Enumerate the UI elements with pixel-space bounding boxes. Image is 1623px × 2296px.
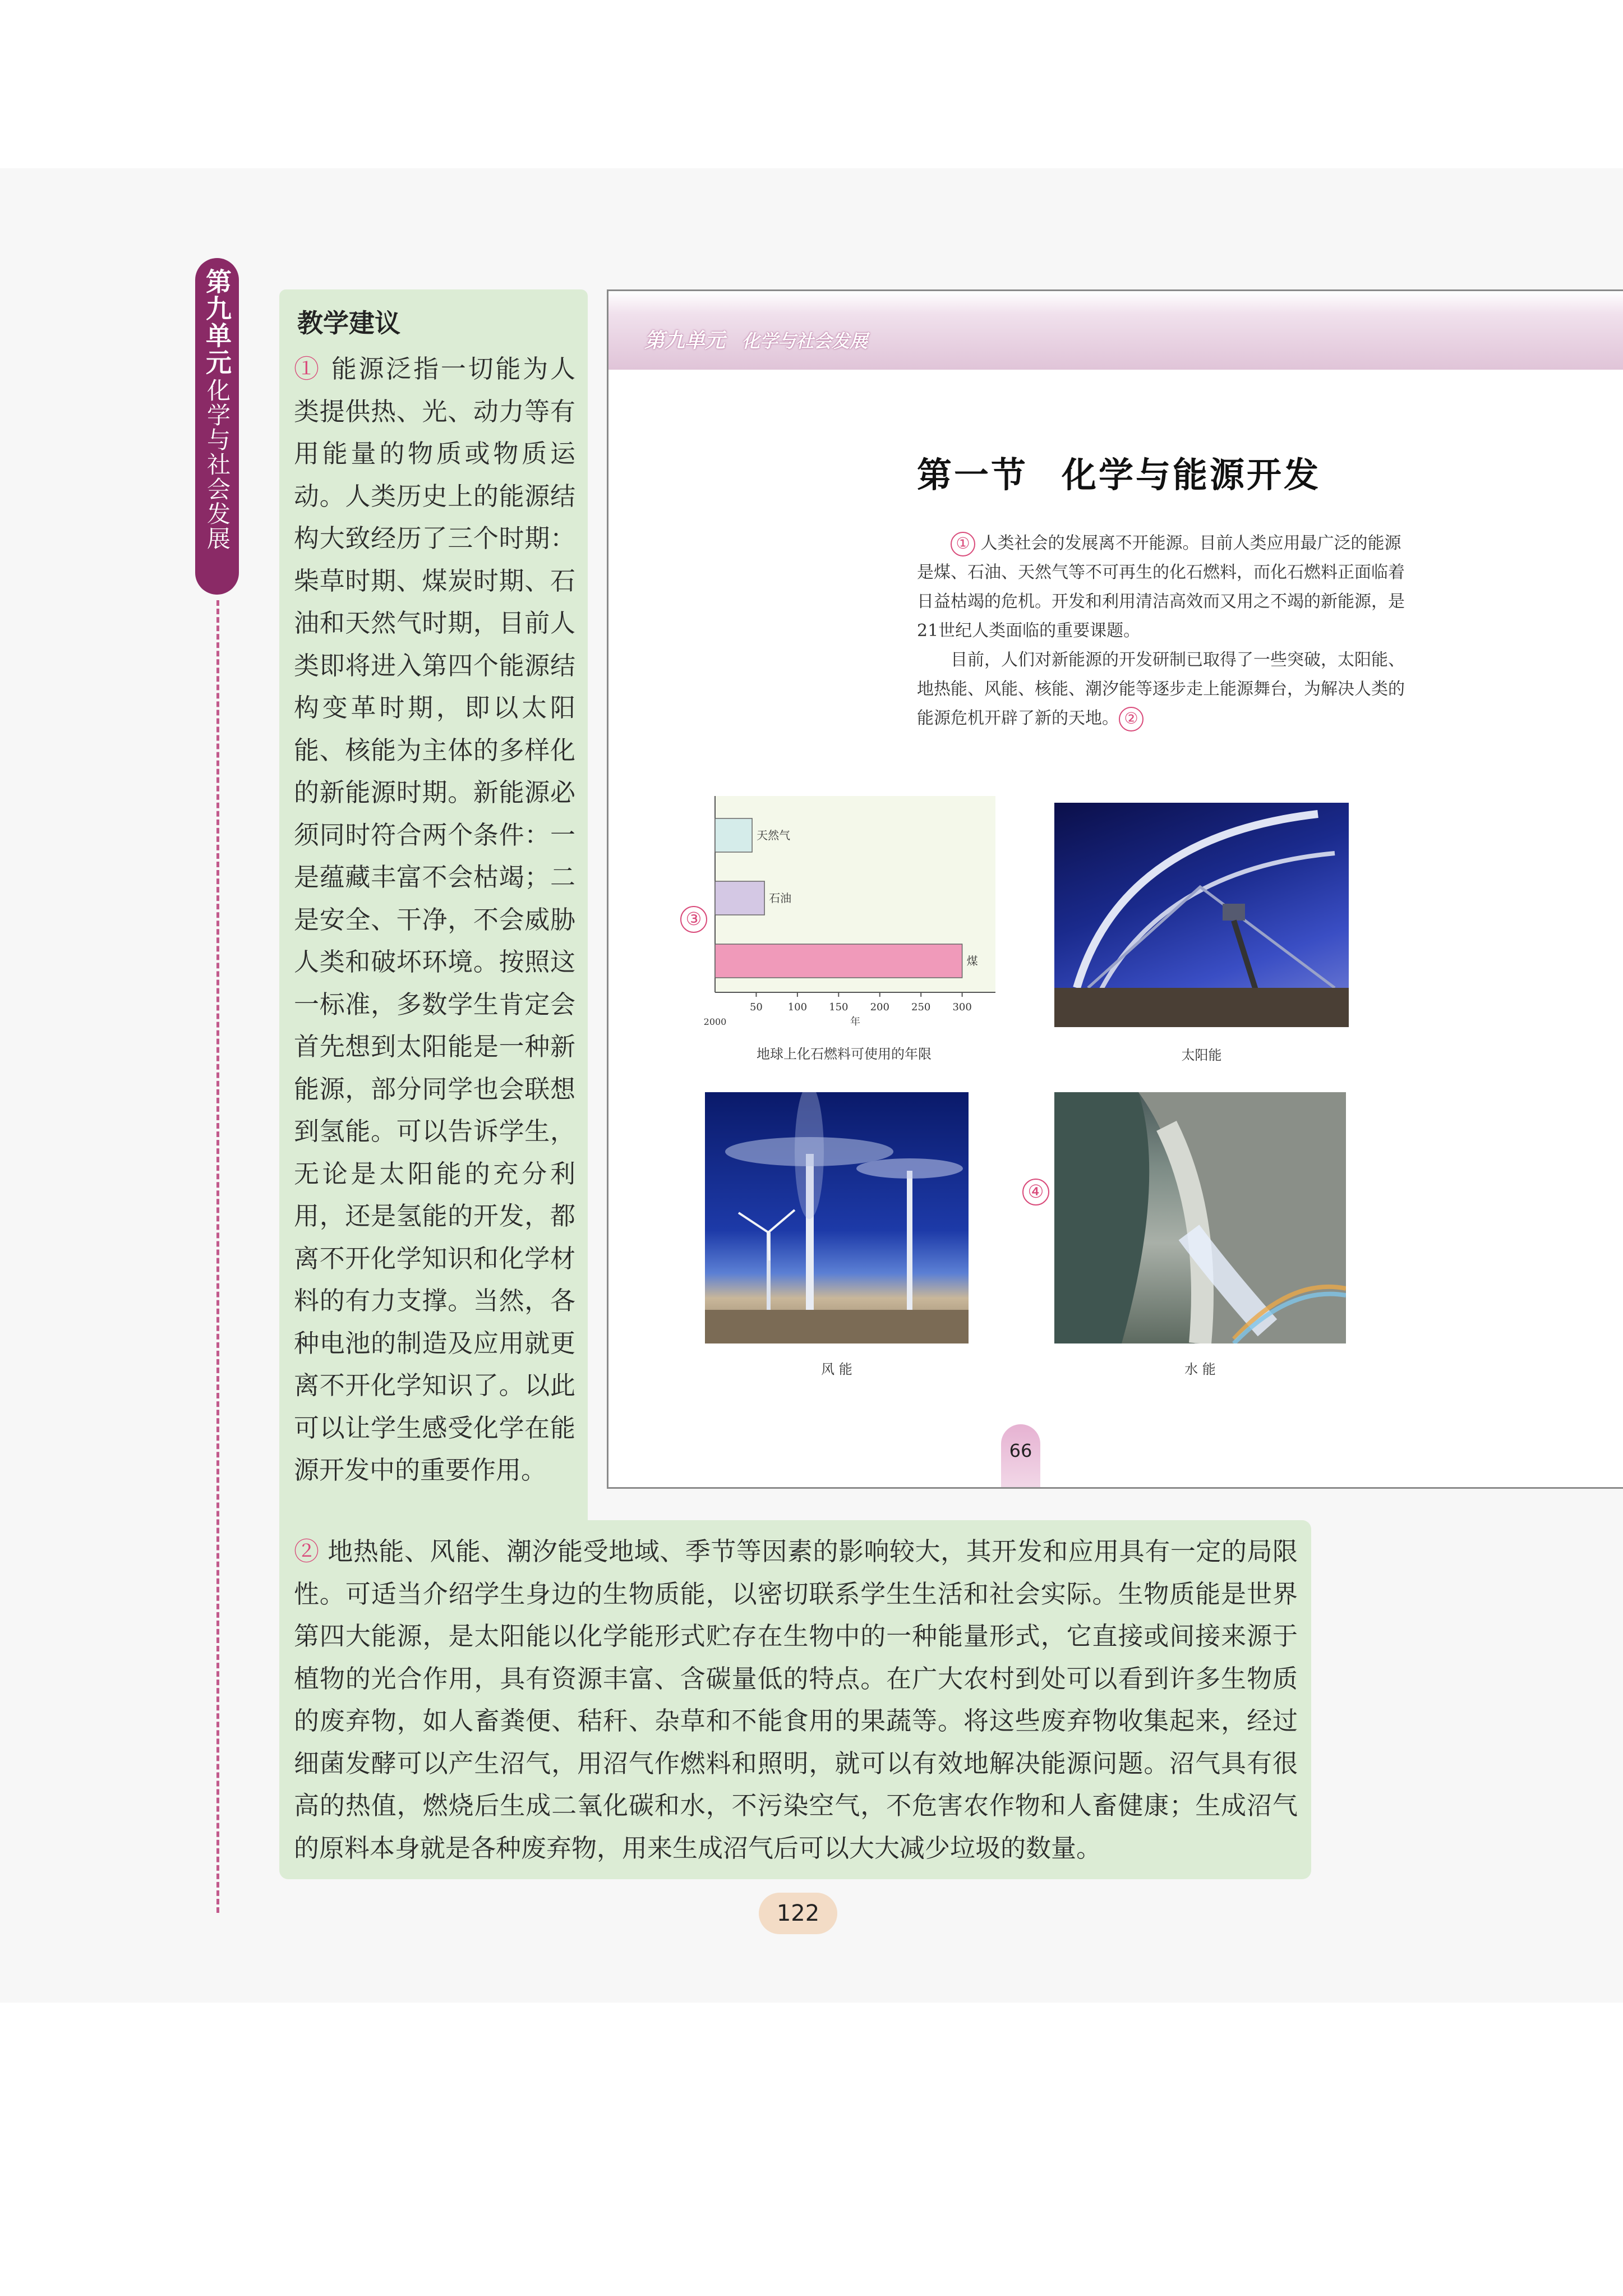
chart-caption: 地球上化石燃料可使用的年限 bbox=[757, 1046, 932, 1062]
teaching-note-1 bbox=[294, 348, 575, 1492]
chart-bar-0 bbox=[715, 818, 752, 852]
paragraph-1-text: 人类社会的发展离不开能源。目前人类应用最广泛的能源是煤、石油、天然气等不可再生的化石燃料，而化石燃料正面临着日益枯竭的危机。开发和利用清洁高效而又用之不竭的新能源，是21世纪人类面临的重要课题。 bbox=[917, 533, 1405, 641]
chart-tick-label-1: 100 bbox=[787, 1001, 808, 1013]
solar-dish-icon bbox=[1054, 803, 1349, 1027]
chart-tick-label-0: 50 bbox=[749, 1001, 763, 1013]
solar-photo bbox=[1054, 803, 1349, 1027]
chart-bar-2 bbox=[715, 944, 962, 978]
dam-icon bbox=[1054, 1092, 1346, 1343]
teaching-title: 教学建议 bbox=[297, 308, 400, 338]
section-name: 化学与能源开发 bbox=[1062, 454, 1321, 495]
band-unit: 第九单元 bbox=[644, 329, 726, 352]
textbook-page bbox=[607, 289, 1623, 1489]
note-1-number: ① bbox=[294, 354, 321, 384]
fuel-years-chart bbox=[704, 796, 995, 1034]
marker-2: ② bbox=[1119, 707, 1144, 731]
unit-header-text bbox=[644, 325, 868, 353]
teaching-note-2 bbox=[294, 1530, 1298, 1869]
chart-bar-label-1: 石油 bbox=[769, 891, 792, 905]
paragraph-2 bbox=[917, 646, 1410, 733]
book-page-number: 122 bbox=[759, 1893, 837, 1934]
textbook-page-number: 66 bbox=[1001, 1424, 1040, 1489]
section-number: 第一节 bbox=[917, 454, 1029, 495]
section-title bbox=[917, 447, 1321, 497]
chart-x-label: 年 bbox=[850, 1016, 860, 1028]
marker-3: ③ bbox=[680, 906, 707, 933]
chart-tick-label-4: 250 bbox=[911, 1001, 931, 1013]
wind-caption: 风 能 bbox=[821, 1361, 852, 1377]
margin-dashed-line bbox=[216, 600, 219, 1913]
paragraph-2-text: 目前，人们对新能源的开发研制已取得了一些突破，太阳能、地热能、风能、核能、潮汐能等逐步走上能源舞台，为解决人类的能源危机开辟了新的天地。 bbox=[917, 650, 1405, 728]
note-2-text: 地热能、风能、潮汐能受地域、季节等因素的影响较大，其开发和应用具有一定的局限性。可适当介绍学生身边的生物质能，以密切联系学生生活和社会实际。生物质能是世界第四大能源，是太阳能以化学能形式贮存在生物中的一种能量形式，它直接或间接来源于植物的光合作用，具有资源丰富、含碳量低的特点。在广大农村到处可以看到许多生物质的废弃物，如人畜粪便、秸秆、杂草和不能食用的果蔬等。将这些废弃物收集起来，经过细菌发酵可以产生沼气，用沼气作燃料和照明，就可以有效地解决能源问题。沼气具有很高的热值，燃烧后生成二氧化碳和水，不污染空气，不危害农作物和人畜健康；生成沼气的原料本身就是各种废弃物，用来生成沼气后可以大大减少垃圾的数量。 bbox=[294, 1536, 1298, 1863]
chart-bar-label-0: 天然气 bbox=[757, 829, 791, 842]
wind-photo bbox=[705, 1092, 969, 1343]
solar-caption: 太阳能 bbox=[1181, 1047, 1222, 1063]
chart-x-origin-label: 2000 bbox=[704, 1016, 727, 1027]
unit-name: 化学与社会发展 bbox=[204, 378, 231, 551]
chart-svg bbox=[704, 796, 995, 1032]
wind-turbine-icon bbox=[705, 1092, 969, 1343]
section-body bbox=[917, 529, 1410, 733]
note-1-text: 能源泛指一切能为人类提供热、光、动力等有用能量的物质或物质运动。人类历史上的能源结构大致经历了三个时期：柴草时期、煤炭时期、石油和天然气时期，目前人类即将进入第四个能源结构变革时期，即以太阳能、核能为主体的多样化的新能源时期。新能源必须同时符合两个条件：一是蕴藏丰富不会枯竭；二是安全、干净，不会威胁人类和破坏环境。按照这一标准，多数学生肯定会首先想到太阳能是一种新能源，部分同学也会联想到氢能。可以告诉学生，无论是太阳能的充分利用，还是氢能的开发，都离不开化学知识和化学材料的有力支撑。当然，各种电池的制造及应用就更离不开化学知识了。以此可以让学生感受化学在能源开发中的重要作用。 bbox=[294, 354, 575, 1485]
chart-bar-label-2: 煤 bbox=[966, 954, 978, 968]
hydro-dam-photo bbox=[1054, 1092, 1346, 1343]
unit-side-tab bbox=[195, 258, 239, 595]
chart-tick-label-5: 300 bbox=[952, 1001, 972, 1013]
paragraph-1 bbox=[917, 529, 1410, 646]
hydro-caption: 水 能 bbox=[1184, 1361, 1216, 1377]
chart-bar-1 bbox=[715, 881, 764, 915]
chart-tick-label-2: 150 bbox=[829, 1001, 849, 1013]
unit-number: 第九单元 bbox=[202, 268, 232, 376]
chart-tick-label-3: 200 bbox=[870, 1001, 889, 1013]
note-2-number: ② bbox=[294, 1536, 320, 1566]
band-title: 化学与社会发展 bbox=[742, 330, 868, 352]
marker-4: ④ bbox=[1022, 1179, 1049, 1205]
marker-1: ① bbox=[951, 532, 975, 556]
